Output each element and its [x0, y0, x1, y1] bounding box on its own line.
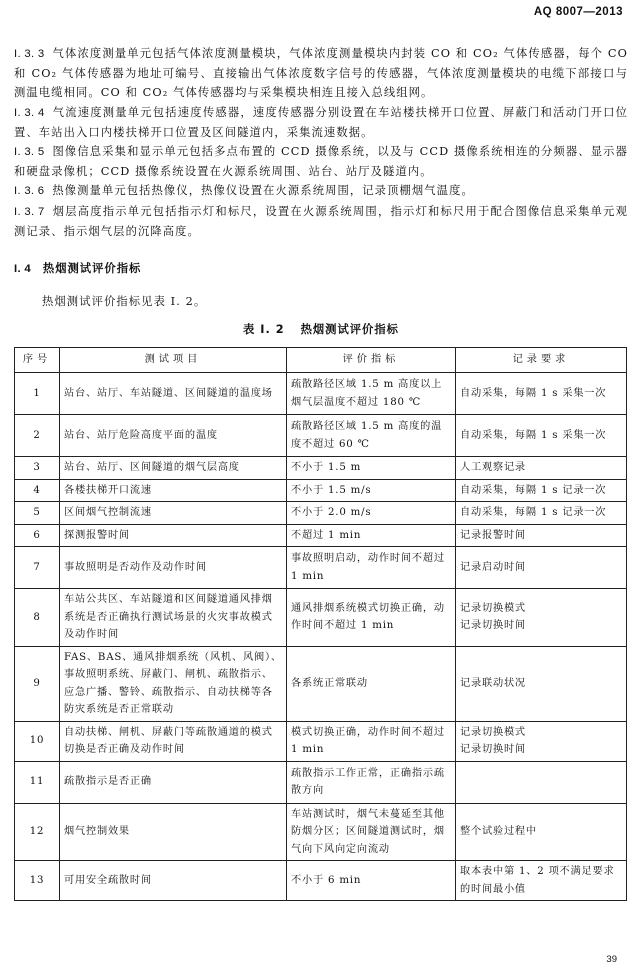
row-criteria: 各系统正常联动: [287, 646, 456, 721]
paragraph-i-3-4: [14, 103, 628, 142]
row-no: 6: [15, 524, 60, 547]
row-no: 13: [15, 861, 60, 901]
row-item: 可用安全疏散时间: [60, 861, 287, 901]
row-no: 1: [15, 373, 60, 415]
row-record: 自动采集，每隔 1 s 记录一次: [456, 502, 627, 525]
row-record: 取本表中第 1、2 项不满足要求的时间最小值: [456, 861, 627, 901]
clause-number: I. 3. 6: [14, 185, 45, 198]
row-item: 烟气控制效果: [60, 803, 287, 861]
page-number: 39: [606, 954, 617, 965]
header-test-item: 测试项目: [60, 348, 287, 373]
paragraph-i-3-5: [14, 142, 628, 181]
row-no: 3: [15, 457, 60, 480]
header-criteria: 评价指标: [287, 348, 456, 373]
section-title: 热烟测试评价指标: [42, 262, 142, 276]
table-number: 表 I. 2: [243, 323, 285, 337]
row-no: 2: [15, 415, 60, 457]
row-item: FAS、BAS、通风排烟系统（风机、风阀）、事故照明系统、屏蔽门、闸机、疏散指示、应急广播、警铃、疏散指示、自动扶梯等各防灾系统是否正常联动: [60, 646, 287, 721]
table-row: [15, 479, 627, 502]
table-intro: 热烟测试评价指标见表 I. 2。: [42, 295, 207, 309]
row-item: 站台、站厅、区间隧道的烟气层高度: [60, 457, 287, 480]
row-item: 区间烟气控制流速: [60, 502, 287, 525]
clause-number: I. 3. 5: [14, 146, 45, 159]
header-record-requirement: 记录要求: [456, 348, 627, 373]
paragraph-i-3-7: [14, 202, 628, 241]
paragraph-text: 烟层高度指示单元包括指示灯和标尺，设置在火源系统周围，指示灯和标尺用于配合图像信息采集单元观测记录、指示烟气层的沉降高度。: [14, 204, 629, 238]
clause-number: I. 3. 7: [14, 205, 45, 218]
table-row: [15, 861, 627, 901]
row-no: 7: [15, 547, 60, 589]
table-row: [15, 547, 627, 589]
table-row: [15, 589, 627, 647]
row-record: 自动采集，每隔 1 s 采集一次: [456, 415, 627, 457]
row-item: 疏散指示是否正确: [60, 761, 287, 803]
row-item: 探测报警时间: [60, 524, 287, 547]
row-record: 记录启动时间: [456, 547, 627, 589]
row-no: 12: [15, 803, 60, 861]
row-no: 5: [15, 502, 60, 525]
table-header-row: [15, 348, 627, 373]
table-row: [15, 646, 627, 721]
row-record: 记录报警时间: [456, 524, 627, 547]
header-no: 序号: [15, 348, 60, 373]
row-record: [456, 761, 627, 803]
row-item: 车站公共区、车站隧道和区间隧道通风排烟系统是否正确执行测试场景的火灾事故模式及动作时间: [60, 589, 287, 647]
row-no: 10: [15, 721, 60, 761]
row-criteria: 不超过 1 min: [287, 524, 456, 547]
table-title: 热烟测试评价指标: [300, 323, 399, 337]
clause-number: I. 3. 4: [14, 106, 45, 119]
row-criteria: 事故照明启动，动作时间不超过 1 min: [287, 547, 456, 589]
row-no: 4: [15, 479, 60, 502]
row-record: 整个试验过程中: [456, 803, 627, 861]
row-item: 站台、站厅、车站隧道、区间隧道的温度场: [60, 373, 287, 415]
table-row: [15, 373, 627, 415]
row-criteria: 车站测试时，烟气未蔓延至其他防烟分区；区间隧道测试时，烟气向下风向定向流动: [287, 803, 456, 861]
table-row: [15, 502, 627, 525]
row-criteria: 疏散指示工作正常，正确指示疏散方向: [287, 761, 456, 803]
row-item: 站台、站厅危险高度平面的温度: [60, 415, 287, 457]
section-number: I. 4: [14, 263, 31, 276]
section-heading: [14, 260, 628, 276]
table-row: [15, 721, 627, 761]
row-record: 记录切换模式 记录切换时间: [456, 721, 627, 761]
row-item: 事故照明是否动作及动作时间: [60, 547, 287, 589]
row-criteria: 疏散路径区域 1.5 m 高度的温度不超过 60 ℃: [287, 415, 456, 457]
paragraph-text: 热像测量单元包括热像仪，热像仪设置在火源系统周围，记录顶棚烟气温度。: [52, 184, 474, 198]
paragraph-i-3-6: [14, 181, 628, 201]
row-criteria: 不小于 1.5 m/s: [287, 479, 456, 502]
table-row: [15, 803, 627, 861]
table-row: [15, 524, 627, 547]
row-record: 人工观察记录: [456, 457, 627, 480]
row-criteria: 不小于 2.0 m/s: [287, 502, 456, 525]
row-no: 11: [15, 761, 60, 803]
row-criteria: 不小于 6 min: [287, 861, 456, 901]
row-record: 记录联动状况: [456, 646, 627, 721]
row-criteria: 疏散路径区域 1.5 m 高度以上烟气层温度不超过 180 ℃: [287, 373, 456, 415]
paragraph-text: 气流速度测量单元包括速度传感器，速度传感器分别设置在车站楼扶梯开口位置、屏蔽门和活动门开口位置、车站出入口内楼扶梯开口位置及区间隧道内，采集流速数据。: [14, 105, 629, 139]
paragraph-i-3-3: [14, 44, 628, 103]
row-record: 记录切换模式 记录切换时间: [456, 589, 627, 647]
row-no: 8: [15, 589, 60, 647]
row-record: 自动采集，每隔 1 s 采集一次: [456, 373, 627, 415]
document-body: [14, 44, 628, 901]
table-row: [15, 457, 627, 480]
table-row: [15, 761, 627, 803]
row-record: 自动采集，每隔 1 s 记录一次: [456, 479, 627, 502]
row-criteria: 通风排烟系统模式切换正确，动作时间不超过 1 min: [287, 589, 456, 647]
paragraph-text: 图像信息采集和显示单元包括多点布置的 CCD 摄像系统，以及与 CCD 摄像系统相连的分频器、显示器和硬盘录像机；CCD 摄像系统设置在火源系统周围、站台、站厅及隧道内。: [14, 145, 628, 179]
row-no: 9: [15, 646, 60, 721]
evaluation-index-table: [14, 347, 627, 901]
row-item: 自动扶梯、闸机、屏蔽门等疏散通道的模式切换是否正确及动作时间: [60, 721, 287, 761]
clause-number: I. 3. 3: [14, 48, 45, 60]
row-criteria: 模式切换正确，动作时间不超过 1 min: [287, 721, 456, 761]
table-caption: [14, 321, 628, 337]
row-criteria: 不小于 1.5 m: [287, 457, 456, 480]
row-item: 各楼扶梯开口流速: [60, 479, 287, 502]
table-row: [15, 415, 627, 457]
paragraph-text: 气体浓度测量单元包括气体浓度测量模块，气体浓度测量模块内封装 CO 和 CO₂ 气体传感器，每个 CO 和 CO₂ 气体传感器为地址可编号、直接输出气体浓度数字信号的传感器，气体浓度测量模块的电缆下部接口与测温电缆相同。CO 和 CO₂ 气体传感器均与采集模块相连且接入总线组网。: [14, 47, 628, 100]
standard-code-header: AQ 8007—2013: [533, 6, 623, 18]
